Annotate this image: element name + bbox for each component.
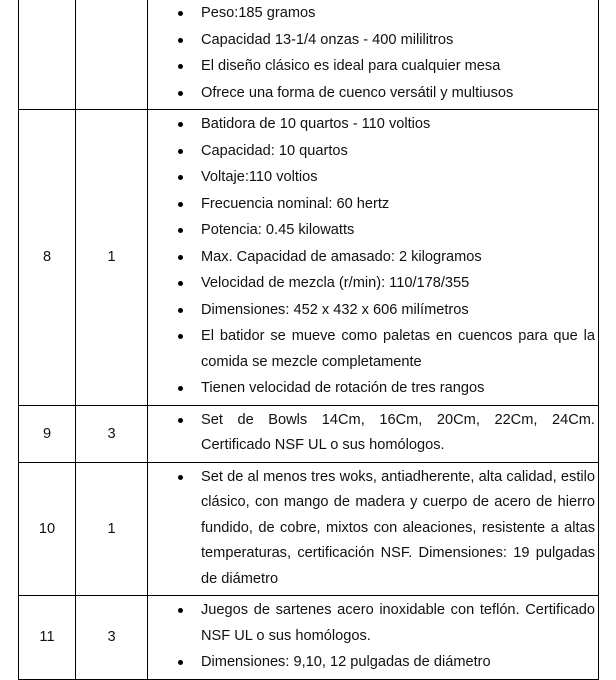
item-quantity: 1 bbox=[76, 110, 148, 406]
spec-list-item: Ofrece una forma de cuenco versátil y multiusos bbox=[148, 81, 598, 107]
item-specs bbox=[148, 405, 599, 462]
item-number: 9 bbox=[19, 405, 76, 462]
spec-list bbox=[148, 463, 598, 596]
spec-list-item: Batidora de 10 quartos - 110 voltios bbox=[148, 112, 598, 138]
spec-list-item: Capacidad 13-1/4 onzas - 400 mililitros bbox=[148, 28, 598, 54]
spec-list-item: Frecuencia nominal: 60 hertz bbox=[148, 192, 598, 218]
spec-list bbox=[148, 110, 598, 405]
item-quantity: 3 bbox=[76, 596, 148, 680]
item-specs bbox=[148, 0, 599, 110]
spec-list-item: Set de Bowls 14Cm, 16Cm, 20Cm, 22Cm, 24Cm. Certificado NSF UL o sus homólogos. bbox=[148, 408, 598, 459]
spec-list-item: Set de al menos tres woks, antiadherente, alta calidad, estilo clásico, con mango de madera y cuerpo de acero de hierro fundido, de cobre, mixtos con aleaciones, resistente a altas temperaturas, certificación NSF. Dimensiones: 19 pulgadas de diámetro bbox=[148, 465, 598, 593]
table-row bbox=[19, 405, 599, 462]
item-specs bbox=[148, 110, 599, 406]
item-quantity: 1 bbox=[76, 462, 148, 596]
spec-list-item: Potencia: 0.45 kilowatts bbox=[148, 218, 598, 244]
item-specs bbox=[148, 596, 599, 680]
item-quantity bbox=[76, 0, 148, 110]
table-row bbox=[19, 0, 599, 110]
spec-list-item: Tienen velocidad de rotación de tres rangos bbox=[148, 376, 598, 402]
spec-list-item: El batidor se mueve como paletas en cuencos para que la comida se mezcle completamente bbox=[148, 324, 598, 375]
item-specs bbox=[148, 462, 599, 596]
spec-list-item: Velocidad de mezcla (r/min): 110/178/355 bbox=[148, 271, 598, 297]
spec-table-body bbox=[19, 0, 599, 679]
spec-table bbox=[18, 0, 599, 680]
spec-list bbox=[148, 596, 598, 679]
spec-list-item: Dimensiones: 9,10, 12 pulgadas de diámetro bbox=[148, 650, 598, 676]
spec-list bbox=[148, 0, 598, 109]
item-number: 8 bbox=[19, 110, 76, 406]
table-row bbox=[19, 462, 599, 596]
table-row bbox=[19, 110, 599, 406]
spec-list-item: Capacidad: 10 quartos bbox=[148, 139, 598, 165]
table-row bbox=[19, 596, 599, 680]
item-number: 11 bbox=[19, 596, 76, 680]
item-number bbox=[19, 0, 76, 110]
item-quantity: 3 bbox=[76, 405, 148, 462]
spec-list-item: Juegos de sartenes acero inoxidable con teflón. Certificado NSF UL o sus homólogos. bbox=[148, 598, 598, 649]
spec-list-item: El diseño clásico es ideal para cualquier mesa bbox=[148, 54, 598, 80]
spec-list-item: Voltaje:110 voltios bbox=[148, 165, 598, 191]
spec-list-item: Peso:185 gramos bbox=[148, 1, 598, 27]
spec-list-item: Max. Capacidad de amasado: 2 kilogramos bbox=[148, 245, 598, 271]
item-number: 10 bbox=[19, 462, 76, 596]
spec-list bbox=[148, 406, 598, 462]
spec-list-item: Dimensiones: 452 x 432 x 606 milímetros bbox=[148, 298, 598, 324]
